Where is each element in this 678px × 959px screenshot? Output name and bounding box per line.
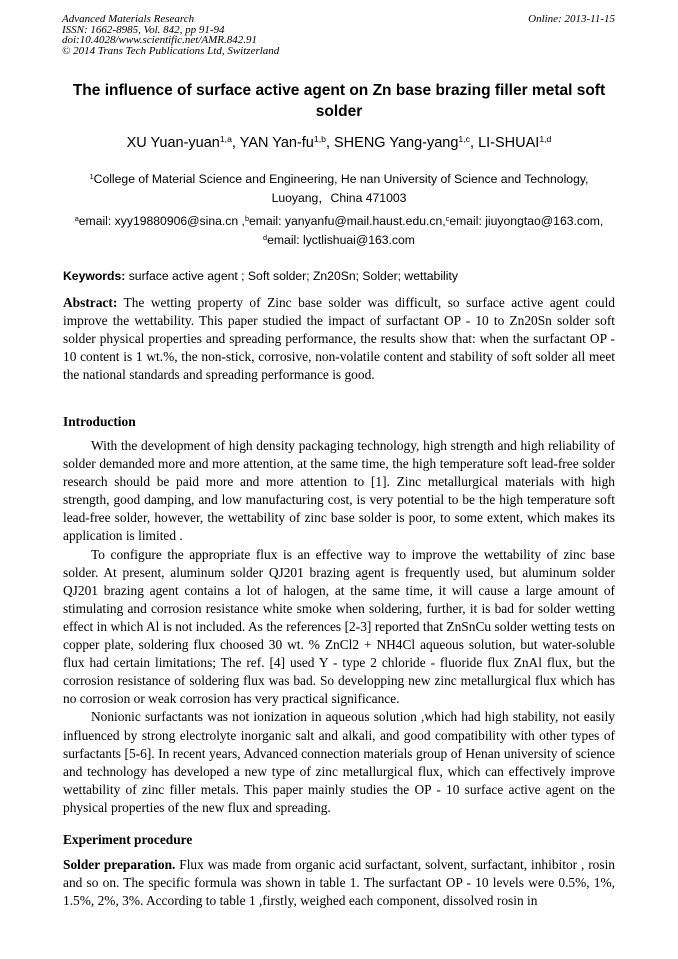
introduction-body <box>63 437 615 817</box>
email-list <box>62 212 616 250</box>
email-d[interactable]: email: lyctlishuai@163.com <box>267 233 415 247</box>
author-list: XU Yuan-yuan$^{1,a}$, YAN Yan-fu$^{1,b}$, SHENG Yang-yang$^{1,c}$, LI-SHUAI$^{1,d}$ <box>126 134 552 151</box>
intro-paragraph: Nonionic surfactants was not ionization in aqueous solution ,which had high stability, not easily influenced by strong electrolyte inorganic salt and alkali, and good compatibility with other types of surfactants [5-6]. In recent years, Advanced connection materials group of Henan university of science and technology has developed a new type of zinc metallurgical flux, which can effectively improve wettability of zinc filler metals. This paper mainly studies the OP - 10 surface active agent on the physical properties of the new flux and spreading. <box>63 709 615 815</box>
keywords <box>63 268 617 284</box>
intro-paragraph: With the development of high density packaging technology, high strength and high reliability of solder demanded more and more attention, at the same time, the high temperature soft lead-free solder research should be paid more and more attention to [1]. Zinc metallurgical materials with high strength, good damping, and low manufacturing cost, is very potential to be the high temperature soft lead-free solder, however, the wettability of zinc base solder is poor, to some extent, which makes its application is limited . <box>63 438 615 544</box>
introduction-heading: Introduction <box>63 414 136 429</box>
author-name: XU Yuan-yuan <box>126 135 220 151</box>
online-date: Online: 2013-11-15 <box>528 13 615 25</box>
keywords-label: Keywords: <box>63 269 126 283</box>
doi-line: doi:10.4028/www.scientific.net/AMR.842.91 <box>62 34 258 47</box>
journal-name: Advanced Materials Research <box>62 13 195 25</box>
experiment-subheading: Solder preparation. <box>63 857 176 872</box>
author-name: LI-SHUAI <box>478 135 540 151</box>
paper-title: The influence of surface active agent on Zn base brazing filler metal soft solder <box>72 82 606 120</box>
email-sup: c <box>445 213 450 223</box>
affiliation-line-2: Luoyang，China 471003 <box>271 191 407 205</box>
intro-paragraph: To configure the appropriate flux is an effective way to improve the wettability of zinc base solder. At present, aluminum solder QJ201 brazing agent is frequently used, but aluminum solder QJ201 brazing agent contains a lot of halogen, at the same time, it will cause a large amount of stimulating and corrosion resistance white smoke when soldering, further, it is bad for solder wetting effect in which Al is not included. As the references [2-3] reported that ZnSnCu solder wetting tests on copper plate, soldering flux choosed 30 wt. % ZnCl2 + NH4Cl aqueous solution, but water-soluble flux had certain limitations; The ref. [4] used Y - type 2 chloride - fluoride flux ZnAl flux, but the corrosion resistance of soldering flux was bad. So developping new zinc metallurgical flux which has no corrosion or weak corrosion has very practical significance. <box>63 546 615 707</box>
journal-header <box>62 14 279 56</box>
copyright-line: © 2014 Trans Tech Publications Ltd, Switzerland <box>62 44 280 57</box>
abstract-label: Abstract: <box>63 295 118 310</box>
author-name: SHENG Yang-yang <box>334 135 459 151</box>
affiliation-line-1: College of Material Science and Engineering, He nan University of Science and Technology, <box>93 172 589 186</box>
author-affil-sup: 1,a <box>219 134 232 145</box>
affiliation-sup: 1 <box>89 171 94 181</box>
email-sup: b <box>244 213 250 223</box>
email-a[interactable]: email: xyy19880906@sina.cn , <box>78 214 245 228</box>
author-affil-sup: 1,b <box>313 134 326 145</box>
experiment-body <box>63 856 615 910</box>
email-sup: d <box>263 232 268 242</box>
author-affil-sup: 1,d <box>539 134 552 145</box>
affiliation <box>62 170 616 208</box>
abstract <box>63 294 615 384</box>
email-c[interactable]: email: jiuyongtao@163.com, <box>449 214 604 228</box>
experiment-text: Flux was made from organic acid surfactant, solvent, surfactant, inhibitor , rosin and so on. The specific formula was shown in table 1. The surfactant OP - 10 levels were 0.5%, 1%, 1.5%, 2%, 3%. According to table 1 ,firstly, weighed each component, dissolved rosin in <box>63 857 615 909</box>
issn-line: ISSN: 1662-8985, Vol. 842, pp 91-94 <box>62 23 225 36</box>
author-name: YAN Yan-fu <box>239 135 314 151</box>
experiment-heading: Experiment procedure <box>63 832 193 847</box>
abstract-text: The wetting property of Zinc base solder was difficult, so surface active agent could improve the wettability. This paper studied the impact of surfactant OP - 10 to Zn20Sn solder soft solder physical properties and spreading performance, the results show that: when the surfactant OP - 10 content is 1 wt.%, the non-stick, corrosive, non-volatile content and stability of soft solder all meet the national standards and spreading performance is good. <box>63 295 615 383</box>
author-affil-sup: 1,c <box>458 134 470 145</box>
email-sup: a <box>74 213 79 223</box>
keywords-text: surface active agent ; Soft solder; Zn20Sn; Solder; wettability <box>125 269 458 283</box>
email-b[interactable]: email: yanyanfu@mail.haust.edu.cn, <box>249 214 446 228</box>
